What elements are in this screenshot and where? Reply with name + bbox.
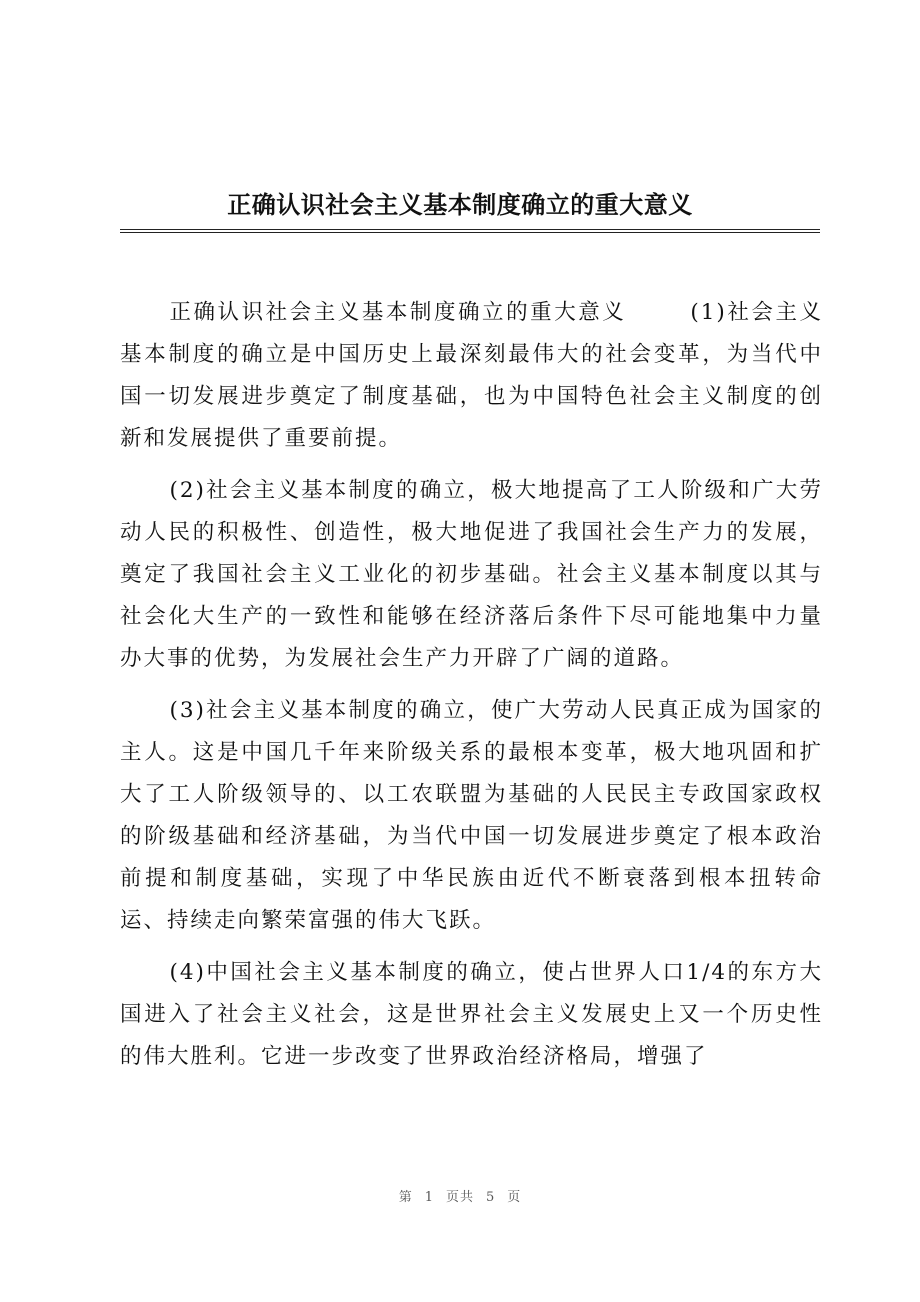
footer-suffix: 页 xyxy=(507,1190,522,1205)
document-body xyxy=(120,292,823,1078)
footer-prefix: 第 xyxy=(398,1190,413,1205)
paragraph-1-text: (1)社会主义基本制度的确立是中国历史上最深刻最伟大的社会变革，为当代中国一切发展进步奠定了制度基础，也为中国特色社会主义制度的创新和发展提供了重要前提。 xyxy=(120,300,823,451)
page-footer xyxy=(0,1186,920,1205)
paragraph-3: (3)社会主义基本制度的确立，使广大劳动人民真正成为国家的主人。这是中国几千年来阶级关系的最根本变革，极大地巩固和扩大了工人阶级领导的、以工农联盟为基础的人民民主专政国家政权的阶级基础和经济基础，为当代中国一切发展进步奠定了根本政治前提和制度基础，实现了中华民族由近代不断衰落到根本扭转命运、持续走向繁荣富强的伟大飞跃。 xyxy=(120,698,823,933)
document-title: 正确认识社会主义基本制度确立的重大意义 xyxy=(227,190,693,219)
paragraph-4: (4)中国社会主义基本制度的确立，使占世界人口1/4的东方大国进入了社会主义社会，这是世界社会主义发展史上又一个历史性的伟大胜利。它进一步改变了世界政治经济格局，增强了 xyxy=(120,960,823,1069)
paragraph-1 xyxy=(120,292,823,460)
footer-mid: 页共 xyxy=(445,1190,474,1205)
title-double-rule xyxy=(120,229,820,233)
footer-total-pages: 5 xyxy=(486,1190,496,1205)
footer-current-page: 1 xyxy=(424,1190,434,1205)
intro-heading: 正确认识社会主义基本制度确立的重大意义 xyxy=(169,300,627,325)
paragraph-2: (2)社会主义基本制度的确立，极大地提高了工人阶级和广大劳动人民的积极性、创造性，极大地促进了我国社会生产力的发展，奠定了我国社会主义工业化的初步基础。社会主义基本制度以其与社会化大生产的一致性和能够在经济落后条件下尽可能地集中力量办大事的优势，为发展社会生产力开辟了广阔的道路。 xyxy=(120,478,823,671)
